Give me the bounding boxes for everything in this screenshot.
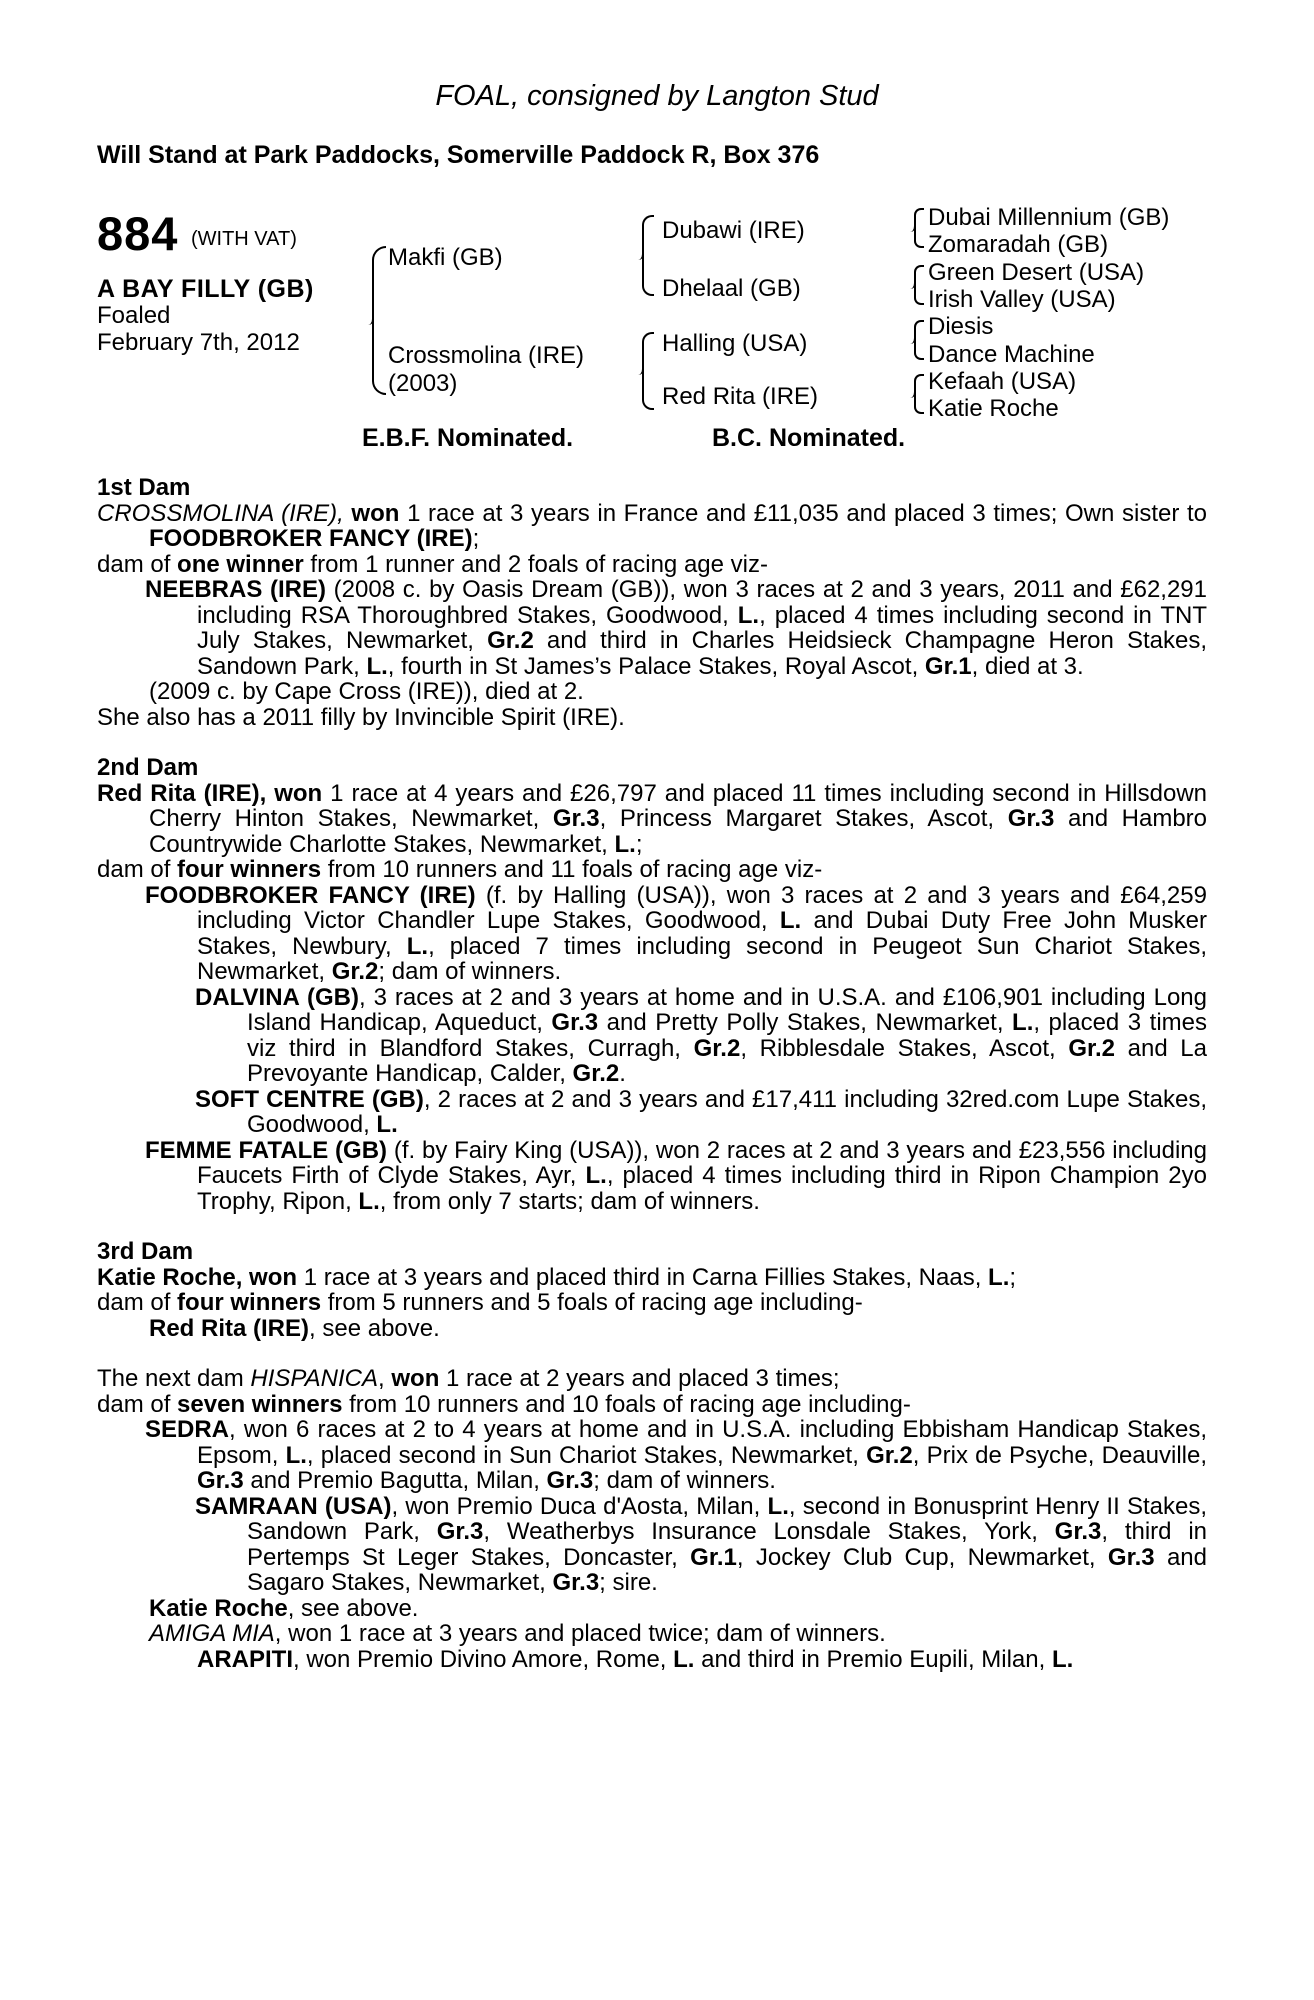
text: dam of	[97, 550, 178, 578]
produce-samraan	[195, 1492, 1207, 1596]
ped-g1: Dubai Millennium (GB)	[928, 204, 1170, 231]
first-dam-name: CROSSMOLINA (IRE),	[97, 499, 344, 527]
produce-2011-filly: She also has a 2011 filly by Invincible Spirit (IRE).	[97, 703, 625, 731]
text: , placed 7 times including second in Peugeot Sun Chariot Stakes, Newmarket,	[197, 932, 1207, 985]
won-word: won	[391, 1365, 440, 1392]
ped-dam-sire: Halling (USA)	[662, 330, 808, 357]
grade: Gr.2	[1068, 1034, 1116, 1062]
produce-femme-fatale	[145, 1136, 1207, 1215]
text: from 10 runners and 10 foals of racing age including-	[342, 1390, 911, 1418]
produce-name: Red Rita (IRE)	[149, 1314, 310, 1342]
foaled-label: Foaled	[97, 302, 171, 329]
grade: Gr.3	[552, 1569, 600, 1596]
ped-g5: Diesis	[928, 313, 994, 340]
text: , Weatherbys Insurance Lonsdale Stakes, York,	[483, 1518, 1055, 1545]
text: ; dam of winners.	[593, 1467, 776, 1494]
second-dam-produce-summary	[97, 857, 1207, 883]
ped-g8: Katie Roche	[928, 395, 1059, 422]
text: dam of	[97, 856, 178, 883]
text: and Dubai Duty Free John Musker Stakes, Newbury,	[197, 907, 1207, 960]
ped-g6: Dance Machine	[928, 341, 1095, 368]
text: and Hambro Countrywide Charlotte Stakes, Newmarket,	[149, 805, 1208, 858]
grade: L.	[779, 907, 802, 934]
text: , fourth in St James’s Palace Stakes, Royal Ascot,	[387, 652, 925, 680]
won-word: won	[343, 499, 400, 527]
brace-g34	[914, 265, 924, 305]
grade: L.	[1012, 1009, 1034, 1036]
text: (f. by Halling (USA)), won 3 races at 2 and 3 years and £64,259 including Victor Chandler Lupe Stakes, Goodwood,	[197, 881, 1207, 934]
second-dam-name: Red Rita (IRE)	[97, 779, 260, 807]
grade: L.	[376, 1111, 398, 1138]
stand-location: Will Stand at Park Paddocks, Somerville Paddock R, Box 376	[97, 141, 820, 169]
grade: Gr.3	[1107, 1543, 1155, 1571]
text: , won 1 race at 3 years and placed twice; dam of winners.	[274, 1620, 886, 1647]
punct: ;	[1009, 1263, 1017, 1291]
grade: L.	[406, 932, 429, 960]
first-dam-heading: 1st Dam	[97, 474, 191, 501]
produce-name: SAMRAAN (USA)	[195, 1492, 392, 1520]
second-dam-heading: 2nd Dam	[97, 754, 199, 781]
produce-arapiti	[97, 1647, 1207, 1673]
text: , third in Pertemps St Leger Stakes, Doncaster,	[247, 1518, 1207, 1571]
third-dam-produce-summary	[97, 1290, 1207, 1316]
text: and Sagaro Stakes, Newmarket,	[247, 1543, 1207, 1596]
produce-soft-centre	[195, 1085, 1207, 1138]
next-dam-race-record	[97, 1366, 1207, 1392]
won-word: , won	[235, 1263, 298, 1291]
text: , see above.	[287, 1594, 419, 1622]
text: and third in Charles Heidsieck Champagne Heron Stakes, Sandown Park,	[197, 627, 1208, 680]
ped-sire: Makfi (GB)	[388, 244, 503, 271]
brace-sire	[642, 215, 654, 296]
produce-red-rita	[97, 1316, 1207, 1342]
text: , placed second in Sun Chariot Stakes, Newmarket,	[306, 1441, 867, 1469]
produce-2009-colt: (2009 c. by Cape Cross (IRE)), died at 2.	[149, 678, 584, 705]
grade: Gr.1	[690, 1543, 737, 1571]
grade: Gr.2	[866, 1441, 913, 1469]
text: , 3 races at 2 and 3 years at home and in U.S.A. and £106,901 including Long Island Handicap, Aqueduct,	[247, 983, 1207, 1036]
text: , won 6 races at 2 to 4 years at home and in U.S.A. including Ebbisham Handicap Stakes, Epsom,	[197, 1416, 1207, 1469]
grade: L.	[737, 601, 760, 629]
won-word: , won	[259, 779, 323, 807]
grade: Gr.3	[546, 1467, 594, 1494]
text: , see above.	[309, 1314, 440, 1342]
punct: ;	[472, 525, 480, 552]
produce-name: NEEBRAS (IRE)	[145, 576, 327, 603]
produce-dalvina	[195, 983, 1208, 1087]
grade: Gr.3	[436, 1518, 484, 1545]
text: , Jockey Club Cup, Newmarket,	[736, 1543, 1108, 1571]
produce-name: SOFT CENTRE (GB)	[195, 1085, 424, 1113]
grade: Gr.3	[197, 1467, 244, 1494]
grade: Gr.2	[572, 1060, 620, 1087]
text: , placed 3 times viz third in Blandford Stakes, Curragh,	[247, 1009, 1207, 1062]
text: and Pretty Polly Stakes, Newmarket,	[598, 1009, 1013, 1036]
winners-count: one winner	[177, 550, 304, 578]
text: , Princess Margaret Stakes, Ascot,	[599, 805, 1008, 832]
grade: L.	[366, 652, 388, 680]
third-dam-heading: 3rd Dam	[97, 1238, 194, 1265]
record-text: 1 race at 3 years in France and £11,035 and placed 3 times; Own sister to	[399, 499, 1207, 527]
brace-g78	[914, 374, 924, 414]
grade: L.	[285, 1441, 307, 1469]
ped-g3: Green Desert (USA)	[928, 259, 1145, 286]
punct: ;	[635, 830, 643, 858]
produce-name: ARAPITI	[197, 1645, 293, 1673]
ped-g7: Kefaah (USA)	[928, 368, 1077, 395]
text: , Ribblesdale Stakes, Ascot,	[740, 1034, 1069, 1062]
text: dam of	[97, 1289, 178, 1316]
grade: L.	[988, 1263, 1010, 1291]
produce-foodbroker-fancy	[145, 881, 1207, 985]
punct: .	[619, 1060, 626, 1087]
grade: Gr.3	[1007, 805, 1055, 832]
text: ; dam of winners.	[378, 958, 562, 985]
text: , won Premio Divino Amore, Rome,	[293, 1645, 674, 1673]
grade: Gr.1	[924, 652, 972, 680]
produce-name: FOODBROKER FANCY (IRE)	[145, 881, 476, 909]
text: , placed 4 times including third in Ripon Champion 2yo Trophy, Ripon,	[197, 1162, 1207, 1215]
ped-sire-sire: Dubawi (IRE)	[662, 217, 805, 244]
grade: L.	[673, 1645, 695, 1673]
winners-count: seven winners	[177, 1390, 343, 1418]
text: (2008 c. by Oasis Dream (GB)), won 3 races at 2 and 3 years, 2011 and £62,291 including RSA Thoroughbred Stakes, Goodwood,	[197, 576, 1207, 629]
second-dam-race-record	[97, 779, 1208, 858]
produce-name: AMIGA MIA	[149, 1620, 275, 1647]
vat-note: (WITH VAT)	[191, 228, 297, 250]
brace-gen1	[372, 246, 386, 395]
text: and Premio Bagutta, Milan,	[243, 1467, 547, 1494]
grade: Gr.2	[487, 627, 534, 654]
grade: L.	[614, 830, 636, 858]
third-dam-race-record	[97, 1265, 1207, 1291]
grade: Gr.3	[1054, 1518, 1102, 1545]
next-dam-produce-summary	[97, 1392, 1207, 1418]
bc-nominated: B.C. Nominated.	[712, 424, 906, 452]
foaled-date: February 7th, 2012	[97, 329, 300, 356]
produce-amiga-mia	[97, 1621, 1207, 1647]
horse-name: A BAY FILLY (GB)	[97, 275, 314, 303]
produce-name: DALVINA (GB)	[195, 983, 359, 1011]
text: 1 race at 4 years and £26,797 and placed 11 times including second in Hillsdown Cherry Hinton Stakes, Newmarket,	[149, 779, 1207, 832]
ped-dam-year: (2003)	[388, 370, 458, 397]
grade: L.	[358, 1187, 380, 1215]
ped-g2: Zomaradah (GB)	[928, 231, 1109, 258]
grade: L.	[585, 1162, 607, 1189]
text: , died at 3.	[971, 652, 1084, 680]
third-dam-name: Katie Roche	[97, 1263, 236, 1291]
text: , placed 4 times including second in TNT July Stakes, Newmarket,	[197, 601, 1208, 654]
text: , second in Bonusprint Henry II Stakes, Sandown Park,	[247, 1492, 1207, 1545]
winners-count: four winners	[177, 1289, 322, 1316]
produce-name: Katie Roche	[149, 1594, 288, 1622]
text: from 10 runners and 11 foals of racing age viz-	[321, 856, 823, 883]
text: , 2 races at 2 and 3 years and £17,411 including 32red.com Lupe Stakes, Goodwood,	[247, 1085, 1207, 1138]
grade: L.	[767, 1492, 789, 1520]
brace-dam	[642, 332, 654, 410]
punct: ,	[378, 1365, 392, 1392]
grade: Gr.2	[331, 958, 379, 985]
ped-dam: Crossmolina (IRE)	[388, 342, 585, 369]
text: and La Prevoyante Handicap, Calder,	[247, 1034, 1208, 1087]
catalogue-body	[97, 475, 1207, 1672]
grade: Gr.3	[551, 1009, 599, 1036]
text: dam of	[97, 1390, 178, 1418]
ped-g4: Irish Valley (USA)	[928, 286, 1116, 313]
produce-name: SEDRA	[145, 1416, 230, 1443]
text: from 5 runners and 5 foals of racing age including-	[321, 1289, 863, 1316]
winners-count: four winners	[177, 856, 322, 883]
sister-name: FOODBROKER FANCY (IRE)	[149, 525, 473, 552]
text: , from only 7 starts; dam of winners.	[379, 1187, 760, 1215]
produce-katie-roche	[97, 1596, 1207, 1622]
brace-g12	[914, 208, 924, 248]
text: and third in Premio Eupili, Milan,	[694, 1645, 1052, 1673]
page-title: FOAL, consigned by Langton Stud	[435, 80, 879, 112]
text: ; sire.	[599, 1569, 658, 1596]
produce-name: FEMME FATALE (GB)	[145, 1136, 388, 1164]
produce-sedra	[145, 1416, 1208, 1494]
text: The next dam	[97, 1365, 251, 1392]
first-dam-race-record	[97, 499, 1207, 552]
text: , Prix de Psyche, Deauville,	[912, 1441, 1208, 1469]
grade: Gr.3	[552, 805, 600, 832]
brace-g56	[914, 320, 924, 360]
text: , won Premio Duca d'Aosta, Milan,	[391, 1492, 768, 1520]
next-dam-name: HISPANICA	[250, 1365, 379, 1392]
ebf-nominated: E.B.F. Nominated.	[362, 424, 574, 452]
produce-neebras	[145, 576, 1208, 680]
ped-dam-dam: Red Rita (IRE)	[662, 383, 819, 410]
text: 1 race at 2 years and placed 3 times;	[439, 1365, 840, 1392]
text: from 1 runner and 2 foals of racing age viz-	[303, 550, 768, 578]
text: (f. by Fairy King (USA)), won 2 races at 2 and 3 years and £23,556 including Faucets Firth of Clyde Stakes, Ayr,	[197, 1136, 1207, 1189]
grade: L.	[1051, 1645, 1074, 1673]
grade: Gr.2	[693, 1034, 741, 1062]
first-dam-produce-summary	[97, 552, 1207, 578]
text: 1 race at 3 years and placed third in Carna Fillies Stakes, Naas,	[297, 1263, 989, 1291]
ped-sire-dam: Dhelaal (GB)	[662, 275, 801, 302]
lot-number: 884	[97, 207, 179, 260]
